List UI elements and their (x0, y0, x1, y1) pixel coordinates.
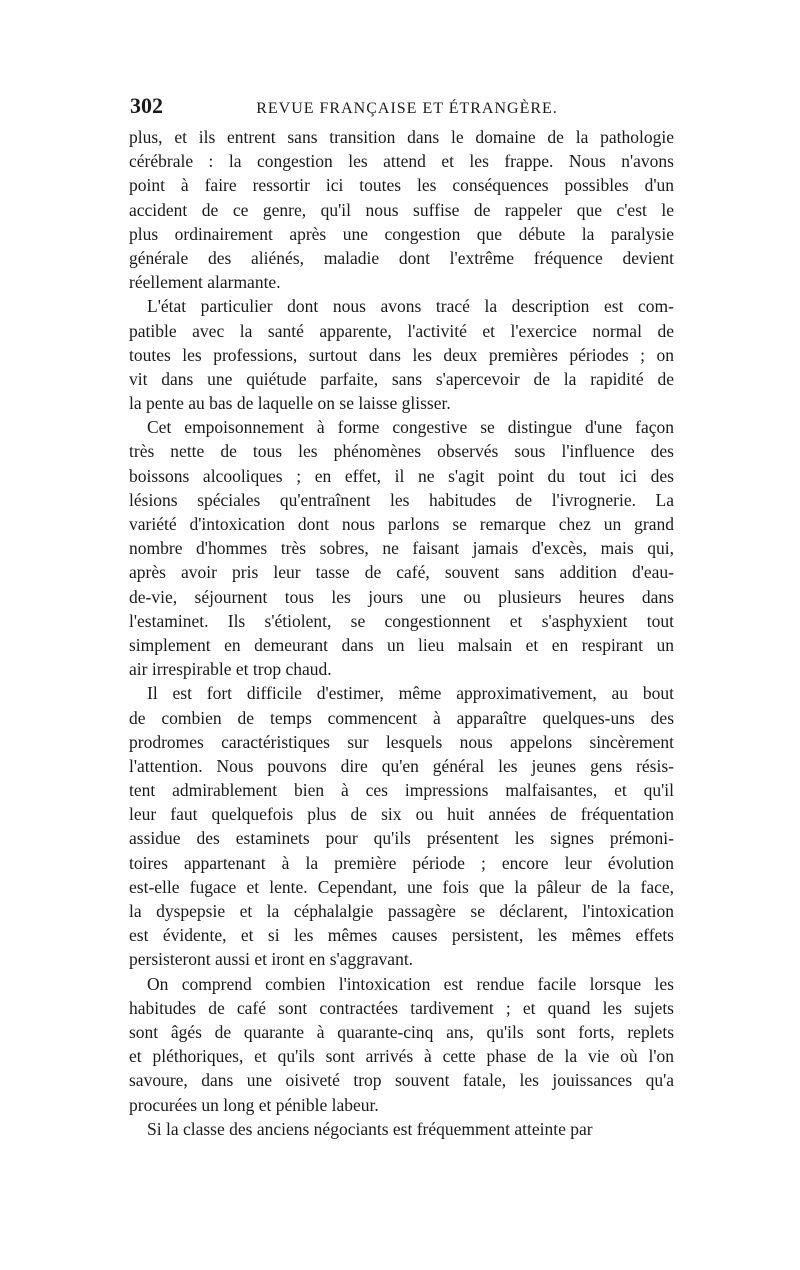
text-line: prodromes caractéristiques sur lesquels nous appelons sincèrement (129, 731, 674, 752)
text-line: Cet empoisonnement à forme congestive se distingue d'une façon (147, 417, 674, 438)
text-line: On comprend combien l'intoxication est rendue facile lorsque les (147, 973, 674, 994)
text-line: savoure, dans une oisiveté trop souvent fatale, les jouissances qu'a (129, 1070, 674, 1091)
paragraph (129, 681, 674, 971)
text-line: après avoir pris leur tasse de café, souvent sans addition d'eau- (129, 562, 674, 583)
text-line: procurées un long et pénible labeur. (129, 1094, 379, 1115)
body-text (129, 125, 674, 1141)
text-line: l'attention. Nous pouvons dire qu'en général les jeunes gens résis- (129, 755, 674, 776)
text-line: générale des aliénés, maladie dont l'extrême fréquence devient (129, 247, 674, 268)
page-number: 302 (130, 93, 163, 118)
text-line: sont âgés de quarante à quarante-cinq ans, qu'ils sont forts, replets (129, 1021, 674, 1042)
paragraph (129, 415, 674, 681)
text-line: l'estaminet. Ils s'étiolent, se congestionnent et s'asphyxient tout (129, 610, 674, 631)
text-line: très nette de tous les phénomènes observés sous l'influence des (129, 441, 674, 462)
text-line: point à faire ressortir ici toutes les conséquences possibles d'un (129, 175, 674, 196)
text-line: est-elle fugace et lente. Cependant, une fois que la pâleur de la face, (129, 876, 674, 897)
text-line: la pente au bas de laquelle on se laisse glisser. (129, 393, 451, 414)
text-line: et pléthoriques, et qu'ils sont arrivés à cette phase de la vie où l'on (129, 1046, 674, 1067)
paragraph (129, 1117, 674, 1141)
paragraph (129, 972, 674, 1117)
text-line: toutes les professions, surtout dans les deux premières périodes ; on (129, 344, 674, 365)
text-line: patible avec la santé apparente, l'activité et l'exercice normal de (129, 320, 674, 341)
text-line: accident de ce genre, qu'il nous suffise de rappeler que c'est le (129, 199, 674, 220)
text-line: vit dans une quiétude parfaite, sans s'apercevoir de la rapidité de (129, 368, 674, 389)
text-line: Si la classe des anciens négociants est fréquemment atteinte par (147, 1118, 593, 1139)
text-line: boissons alcooliques ; en effet, il ne s'agit point du tout ici des (129, 465, 674, 486)
running-title: REVUE FRANÇAISE ET ÉTRANGÈRE. (256, 100, 558, 117)
text-line: plus ordinairement après une congestion que débute la paralysie (129, 223, 674, 244)
text-line: la dyspepsie et la céphalalgie passagère se déclarent, l'intoxication (129, 901, 674, 921)
text-line: Il est fort difficile d'estimer, même approximativement, au bout (147, 683, 674, 704)
text-line: assidue des estaminets pour qu'ils présentent les signes prémoni- (129, 828, 674, 849)
page-header (130, 93, 684, 123)
text-line: tent admirablement bien à ces impressions malfaisantes, et qu'il (129, 780, 674, 801)
text-line: persisteront aussi et iront en s'aggravant. (129, 949, 414, 970)
text-line: de-vie, séjournent tous les jours une ou plusieurs heures dans (129, 586, 674, 607)
text-line: de combien de temps commencent à apparaître quelques-uns des (129, 707, 674, 728)
text-line: toires appartenant à la première période ; encore leur évolution (129, 852, 674, 873)
text-line: lésions spéciales qu'entraînent les habitudes de l'ivrognerie. La (129, 489, 674, 510)
text-line: habitudes de café sont contractées tardivement ; et quand les sujets (129, 997, 674, 1018)
text-line: L'état particulier dont nous avons tracé la description est com- (147, 296, 674, 317)
text-line: cérébrale : la congestion les attend et les frappe. Nous n'avons (129, 151, 674, 172)
paragraph (129, 125, 674, 294)
text-line: nombre d'hommes très sobres, ne faisant jamais d'excès, mais qui, (129, 538, 674, 559)
text-line: est évidente, et si les mêmes causes persistent, les mêmes effets (129, 925, 674, 946)
text-line: air irrespirable et trop chaud. (129, 659, 332, 680)
text-line: leur faut quelquefois plus de six ou huit années de fréquentation (129, 804, 674, 825)
text-line: simplement en demeurant dans un lieu malsain et en respirant un (129, 634, 674, 655)
text-line: réellement alarmante. (129, 272, 281, 293)
text-line: plus, et ils entrent sans transition dans le domaine de la pathologie (129, 127, 674, 147)
paragraph (129, 294, 674, 415)
text-line: variété d'intoxication dont nous parlons se remarque chez un grand (129, 514, 674, 534)
